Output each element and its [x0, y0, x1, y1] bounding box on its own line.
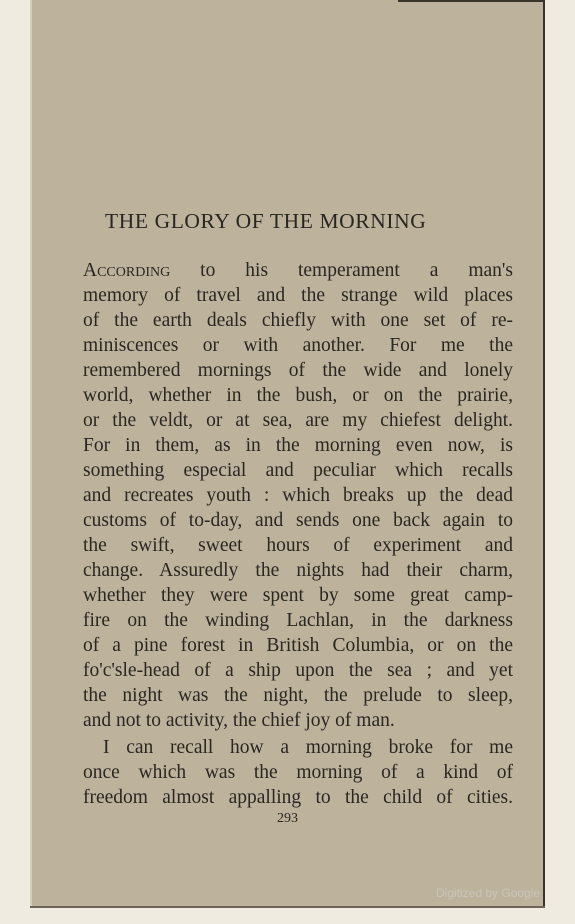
chapter-title: THE GLORY OF THE MORNING [105, 209, 427, 233]
text-line: fire on the winding Lachlan, in the darkness [83, 610, 513, 631]
text-line: For in them, as in the morning even now, is [83, 435, 513, 456]
text-line: miniscences or with another. For me the [83, 335, 513, 356]
text-line: and recreates youth : which breaks up the dead [83, 485, 513, 506]
top-rule [398, 0, 545, 2]
text-line: world, whether in the bush, or on the prairie, [83, 385, 513, 406]
text-line: of a pine forest in British Columbia, or on the [83, 635, 513, 656]
text-line: the night was the night, the prelude to sleep, [83, 685, 513, 706]
text-line: once which was the morning of a kind of [83, 762, 513, 783]
text-line: and not to activity, the chief joy of man. [83, 710, 395, 731]
text-line: or the veldt, or at sea, are my chiefest delight. [83, 410, 513, 431]
text-line: fo'c'sle-head of a ship upon the sea ; and yet [83, 660, 513, 681]
text-line: memory of travel and the strange wild places [83, 285, 513, 306]
first-line-rest: to his temperament a man's [170, 260, 513, 281]
text-line: whether they were spent by some great camp- [83, 585, 513, 606]
text-line [83, 258, 513, 283]
text-line: freedom almost appalling to the child of cities. [83, 787, 513, 808]
book-page [30, 0, 545, 908]
text-line: I can recall how a morning broke for me [103, 737, 513, 758]
text-line: the swift, sweet hours of experiment and [83, 535, 513, 556]
text-line: something especial and peculiar which recalls [83, 460, 513, 481]
text-line: remembered mornings of the wide and lonely [83, 360, 513, 381]
text-line: of the earth deals chiefly with one set of re- [83, 310, 513, 331]
bottom-rule [30, 906, 545, 908]
drop-word: According [83, 260, 171, 281]
text-line: change. Assuredly the nights had their charm, [83, 560, 513, 581]
page-number: 293 [277, 811, 298, 826]
watermark: Digitized by Google [436, 886, 541, 900]
text-line: customs of to-day, and sends one back again to [83, 510, 513, 531]
